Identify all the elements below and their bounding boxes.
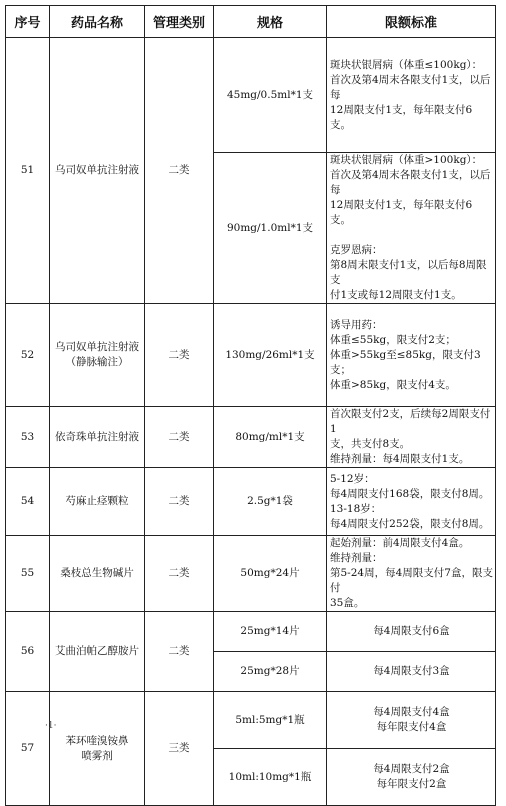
- table-row: [6, 536, 496, 612]
- drug-name-line: 苯环喹溴铵鼻: [65, 734, 129, 747]
- limit-standard: [327, 652, 496, 692]
- limit-line: 每年限支付2盒: [376, 778, 447, 790]
- limit-line: 13-18岁：: [330, 502, 382, 515]
- limit-line: 体重≤55kg，限支付2支；: [330, 333, 456, 346]
- drug-name-line: 桑枝总生物碱片: [60, 567, 134, 579]
- drug-name-line: 艾曲泊帕乙醇胺片: [55, 645, 139, 657]
- spec: 45mg/0.5ml*1支: [214, 38, 327, 153]
- limit-line: 克罗恩病：: [330, 244, 383, 256]
- limit-line: 首次限支付2支，后续每2周限支付1: [330, 408, 491, 435]
- limit-standard: [327, 692, 496, 749]
- row-number: 56: [6, 612, 50, 692]
- table-row: [6, 407, 496, 468]
- management-category: 二类: [145, 38, 214, 304]
- table-row: [6, 38, 496, 153]
- limit-standard: [327, 536, 496, 612]
- management-category: 二类: [145, 304, 214, 407]
- limit-line: 维持剂量：: [330, 552, 383, 564]
- management-category: 二类: [145, 407, 214, 468]
- row-number: 54: [6, 468, 50, 536]
- spec: 50mg*24片: [214, 536, 327, 612]
- limit-line: 起始剂量：前4周限支付4盒。: [330, 537, 470, 549]
- drug-limit-table: [5, 5, 496, 806]
- row-number: 53: [6, 407, 50, 468]
- limit-line: 每4周限支付6盒: [373, 625, 450, 637]
- drug-name-line: 芍麻止痉颗粒: [65, 495, 129, 507]
- limit-line: 诱导用药：: [330, 318, 383, 331]
- footer-mark: ·1·: [45, 721, 57, 731]
- drug-name: [50, 38, 145, 304]
- row-number: 55: [6, 536, 50, 612]
- limit-line: 12周限支付1支，每年限支付6支。: [330, 103, 473, 131]
- header-category: 管理类别: [145, 6, 214, 38]
- management-category: 二类: [145, 468, 214, 536]
- drug-name: [50, 304, 145, 407]
- limit-line: 35盒。: [330, 597, 365, 609]
- limit-line: 每4周限支付2盒: [373, 763, 450, 775]
- limit-line: 体重>85kg，限支付4支。: [330, 378, 456, 391]
- table-row: [6, 304, 496, 407]
- limit-line: 维持剂量：每4周限支付1支。: [330, 453, 470, 465]
- drug-name-line: （静脉输注）: [65, 356, 129, 368]
- drug-name-line: 依奇珠单抗注射液: [55, 430, 139, 443]
- spec: 5ml:5mg*1瓶: [214, 692, 327, 749]
- limit-line: 首次及第4周末各限支付1支，以后每: [330, 169, 491, 196]
- drug-name: [50, 612, 145, 692]
- limit-line: 第5-24周，每4周限支付7盒，限支付: [330, 567, 493, 594]
- limit-standard: [327, 468, 496, 536]
- spec: 90mg/1.0ml*1支: [214, 153, 327, 304]
- limit-line: 第8周末限支付1支，以后每8周限支: [330, 259, 487, 286]
- limit-line: 每4周限支付4盒: [373, 706, 450, 718]
- limit-line: 付1支或每12周限支付1支。: [330, 289, 462, 301]
- header-drug-name: 药品名称: [50, 6, 145, 38]
- table-row: [6, 468, 496, 536]
- limit-line: 每年限支付4盒: [376, 721, 447, 733]
- spec: 130mg/26ml*1支: [214, 304, 327, 407]
- limit-line: 支，共支付8支。: [330, 438, 411, 450]
- drug-name: [50, 692, 145, 806]
- limit-standard: [327, 749, 496, 806]
- limit-line: 12周限支付1支，每年限支付6支。: [330, 199, 473, 226]
- row-number: 51: [6, 38, 50, 304]
- drug-name-line: 喷雾剂: [81, 749, 113, 762]
- header-no: 序号: [6, 6, 50, 38]
- spec: 25mg*28片: [214, 652, 327, 692]
- spec: 25mg*14片: [214, 612, 327, 652]
- limit-standard: [327, 407, 496, 468]
- table-body: [6, 38, 496, 806]
- limit-line: 每4周限支付168袋，限支付8周。: [330, 487, 490, 500]
- spec: 10ml:10mg*1瓶: [214, 749, 327, 806]
- limit-line: 每4周限支付252袋，限支付8周。: [330, 517, 490, 530]
- limit-standard: [327, 612, 496, 652]
- management-category: 二类: [145, 612, 214, 692]
- table-row: [6, 612, 496, 652]
- limit-line: 斑块状银屑病（体重≤100kg）：: [330, 58, 483, 71]
- table-row: [6, 692, 496, 749]
- limit-line: 斑块状银屑病（体重>100kg）：: [330, 154, 483, 166]
- limit-line: 每4周限支付3盒: [373, 665, 450, 677]
- management-category: 三类: [145, 692, 214, 806]
- row-number: 57: [6, 692, 50, 806]
- drug-name-line: 乌司奴单抗注射液: [55, 164, 139, 176]
- limit-line: 5-12岁：: [330, 472, 375, 485]
- drug-name-line: 乌司奴单抗注射液: [55, 341, 139, 353]
- spec: 2.5g*1袋: [214, 468, 327, 536]
- header-spec: 规格: [214, 6, 327, 38]
- limit-standard: [327, 38, 496, 153]
- header-limit: 限额标准: [327, 6, 496, 38]
- header-row: [6, 6, 496, 38]
- limit-line: 首次及第4周末各限支付1支，以后每: [330, 73, 491, 101]
- limit-line: 体重>55kg至≤85kg，限支付3支；: [330, 348, 481, 376]
- limit-standard: [327, 304, 496, 407]
- management-category: 二类: [145, 536, 214, 612]
- limit-standard: [327, 153, 496, 304]
- paragraph-gap: [330, 228, 493, 243]
- spec: 80mg/ml*1支: [214, 407, 327, 468]
- row-number: 52: [6, 304, 50, 407]
- drug-name: [50, 407, 145, 468]
- drug-name: [50, 468, 145, 536]
- drug-name: [50, 536, 145, 612]
